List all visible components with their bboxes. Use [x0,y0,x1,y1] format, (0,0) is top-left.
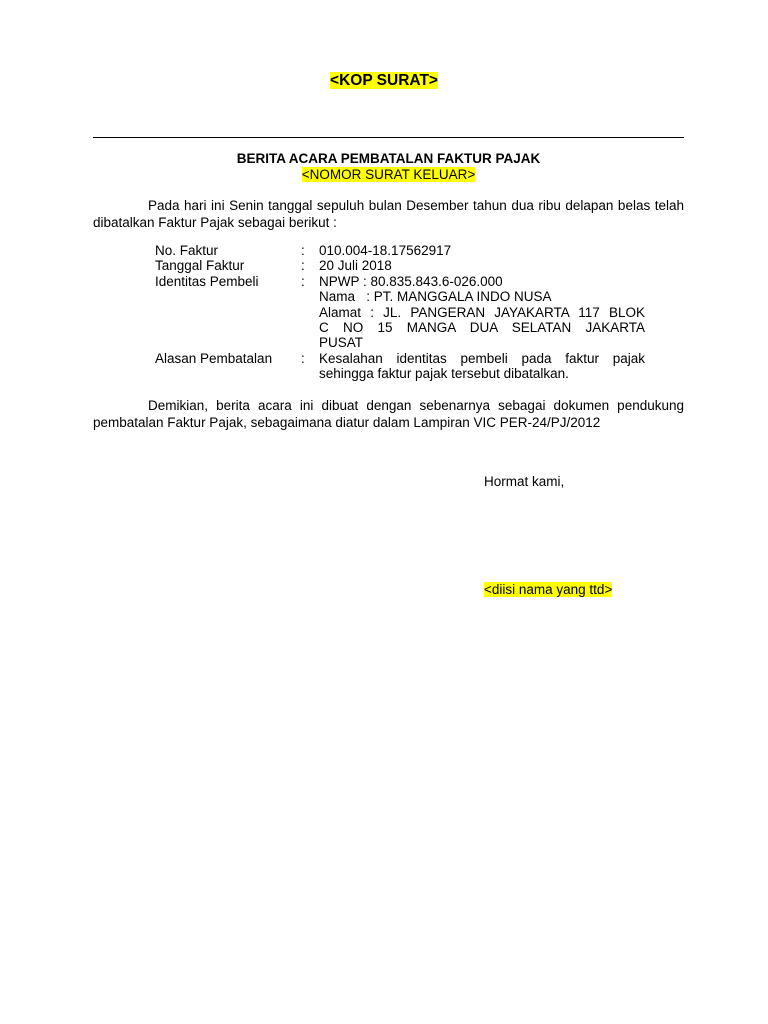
invoice-date-value: 20 Juli 2018 [319,258,392,274]
buyer-name: Nama : PT. MANGGALA INDO NUSA [319,289,552,305]
cancellation-reason-label: Alasan Pembatalan [155,350,273,366]
opening-paragraph-text: Pada hari ini Senin tanggal sepuluh bulan Desember tahun dua ribu delapan belas telah dibatalkan Faktur Pajak sebagai berikut : [93,198,684,230]
cancellation-reason-value [319,351,645,382]
closing-paragraph [93,397,684,431]
buyer-identity-value [319,274,645,351]
invoice-number-row [155,243,645,258]
signer-placeholder-text: <diisi nama yang ttd> [484,582,613,597]
letterhead-placeholder [0,71,768,91]
header-divider [93,137,684,138]
document-title: BERITA ACARA PEMBATALAN FAKTUR PAJAK [236,151,541,166]
salutation: Hormat kami, [484,474,565,489]
letter-number-placeholder [93,167,684,183]
buyer-address-line-1: Alamat : JL. PANGERAN JAYAKARTA 117 BLOK [319,304,645,320]
opening-paragraph [93,197,684,231]
closing-paragraph-text: Demikian, berita acara ini dibuat dengan sebenarnya sebagai dokumen pendukung pembatalan Faktur Pajak, sebagaimana diatur dalam Lampiran VIC PER-24/PJ/2012 [93,398,684,430]
invoice-details [155,243,645,382]
cancellation-reason-row [155,351,645,382]
signer-placeholder [484,582,612,598]
cancellation-reason-line-1: Kesalahan identitas pembeli pada faktur pajak [319,350,645,366]
letterhead-text: <KOP SURAT> [330,72,438,89]
invoice-date-label: Tanggal Faktur [155,258,245,274]
colon: : [301,273,305,289]
cancellation-reason-line-2: sehingga faktur pajak tersebut dibatalkan. [319,366,569,382]
buyer-identity-label: Identitas Pembeli [155,273,259,289]
invoice-date-row [155,258,645,273]
buyer-address-line-2: C NO 15 MANGA DUA SELATAN JAKARTA [319,320,645,336]
buyer-npwp: NPWP : 80.835.843.6-026.000 [319,273,503,289]
invoice-number-value: 010.004-18.17562917 [319,243,452,258]
colon: : [301,243,305,258]
document-heading [93,151,684,182]
colon: : [301,258,305,274]
letter-number-text: <NOMOR SURAT KELUAR> [301,166,476,182]
colon: : [301,350,305,366]
invoice-number-label: No. Faktur [155,243,219,258]
buyer-address-line-3: PUSAT [319,335,364,351]
buyer-identity-row [155,274,645,351]
